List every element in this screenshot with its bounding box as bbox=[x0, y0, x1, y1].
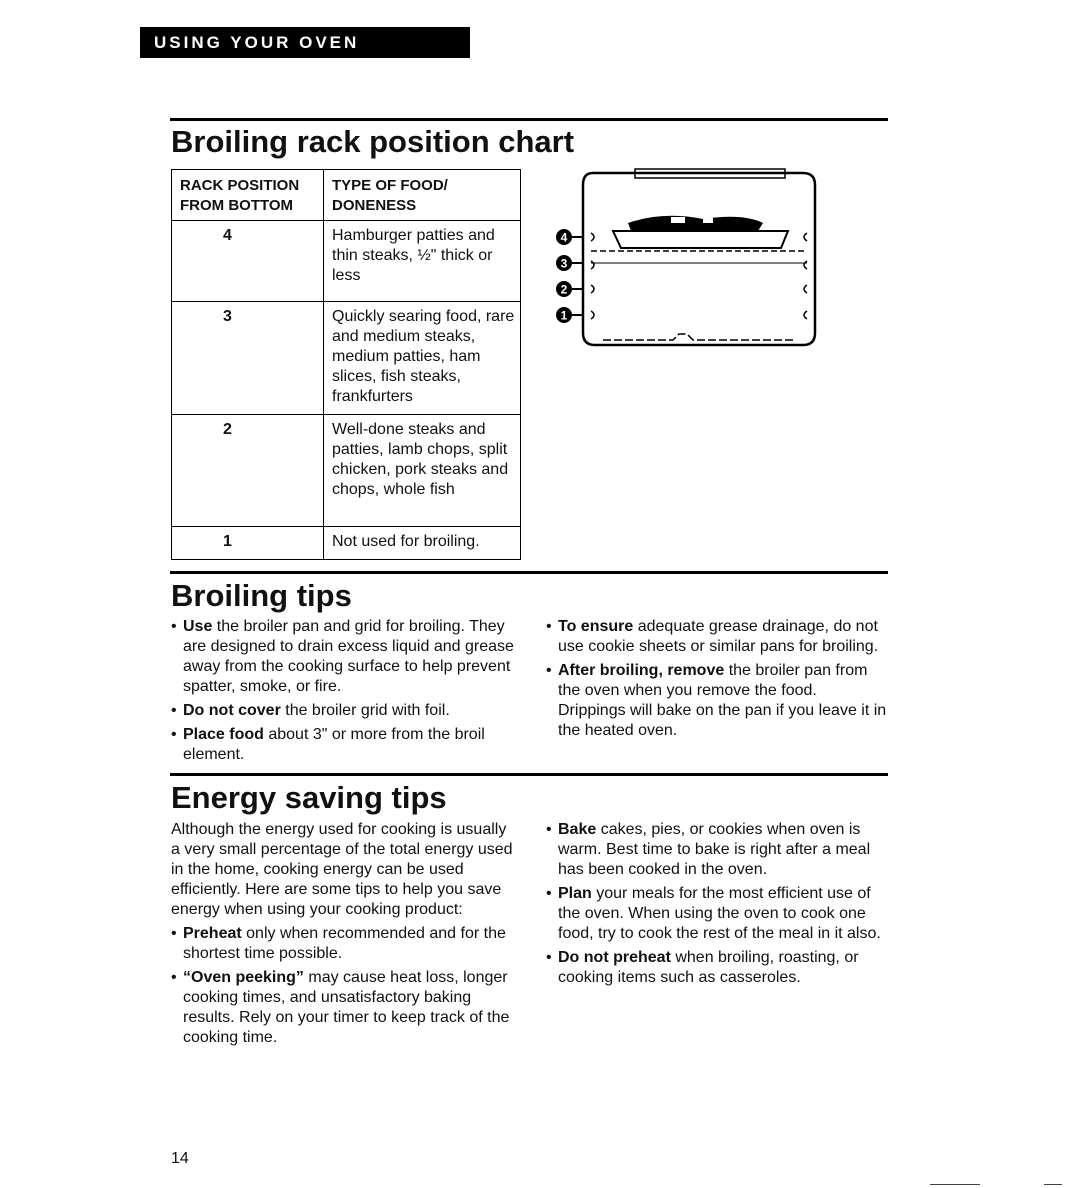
tip-text: the broiler grid with foil. bbox=[280, 702, 450, 719]
broiling-tips-right bbox=[546, 617, 888, 745]
tip-lead: To ensure bbox=[558, 618, 634, 635]
table-row bbox=[172, 527, 521, 560]
energy-tips-right bbox=[546, 820, 891, 992]
food-type-cell: Well-done steaks and patties, lamb chops, split chicken, pork steaks and chops, whole fish bbox=[324, 415, 521, 527]
bake-element bbox=[603, 334, 793, 340]
table-row bbox=[172, 221, 521, 302]
oven-rack-diagram bbox=[553, 163, 828, 353]
section-rule bbox=[170, 571, 888, 574]
rack-number-2 bbox=[556, 281, 582, 297]
tip-text: only when recommended and for the shortest time possible. bbox=[183, 925, 506, 962]
table-row bbox=[172, 415, 521, 527]
tip-text: your meals for the most efficient use of the oven. When using the oven to cook one food, try to cook the rest of the meal in it also. bbox=[558, 885, 881, 942]
list-item bbox=[171, 968, 516, 1048]
rack-position-cell: 2 bbox=[172, 415, 324, 527]
tip-text: about 3" or more from the broil element. bbox=[183, 726, 485, 763]
energy-tips-left bbox=[171, 820, 516, 1052]
svg-text:1: 1 bbox=[560, 308, 568, 323]
food-type-cell: Quickly searing food, rare and medium steaks, medium patties, ham slices, fish steaks, frankfurters bbox=[324, 302, 521, 415]
rack-position-table bbox=[171, 169, 521, 560]
list-item bbox=[171, 617, 519, 697]
food-type-cell: Hamburger patties and thin steaks, ½" thick or less bbox=[324, 221, 521, 302]
scan-mark bbox=[1044, 1184, 1062, 1185]
rack-number-3 bbox=[556, 255, 582, 271]
tip-text: adequate grease drainage, do not use cookie sheets or similar pans for broiling. bbox=[558, 618, 879, 655]
scan-mark bbox=[930, 1184, 980, 1185]
broiling-tips-left bbox=[171, 617, 519, 769]
tip-text: cakes, pies, or cookies when oven is warm. Best time to bake is right after a meal has been cooked in the oven. bbox=[558, 821, 871, 878]
svg-text:4: 4 bbox=[560, 230, 568, 245]
tip-text: when broiling, roasting, or cooking items such as casseroles. bbox=[558, 949, 859, 986]
tip-lead: Do not preheat bbox=[558, 949, 671, 966]
energy-intro: Although the energy used for cooking is usually a very small percentage of the total energy used in the home, cooking energy can be used efficiently. Here are some tips to help you save energy when using your cooking product: bbox=[171, 821, 513, 918]
tip-lead: Do not cover bbox=[183, 702, 281, 719]
energy-tips-title: Energy saving tips bbox=[171, 780, 447, 815]
list-item bbox=[546, 884, 891, 944]
food-type-header: TYPE OF FOOD/ DONENESS bbox=[324, 170, 521, 221]
table-row bbox=[172, 302, 521, 415]
list-item bbox=[171, 725, 519, 765]
tip-lead: Place food bbox=[183, 726, 264, 743]
tip-lead: Preheat bbox=[183, 925, 242, 942]
food-type-cell: Not used for broiling. bbox=[324, 527, 521, 560]
section-rule bbox=[170, 118, 888, 121]
section-rule bbox=[170, 773, 888, 776]
rack-chart-title: Broiling rack position chart bbox=[171, 124, 575, 159]
tip-lead: “Oven peeking” bbox=[183, 969, 304, 986]
broiling-tips-title: Broiling tips bbox=[171, 578, 352, 613]
list-item bbox=[171, 924, 516, 964]
tip-lead: Use bbox=[183, 618, 213, 635]
list-item bbox=[546, 617, 888, 657]
svg-text:3: 3 bbox=[560, 256, 568, 271]
tip-lead: Plan bbox=[558, 885, 592, 902]
list-item bbox=[546, 661, 888, 741]
broiler-pan bbox=[613, 216, 788, 248]
page-number: 14 bbox=[171, 1150, 189, 1167]
rack-position-cell: 4 bbox=[172, 221, 324, 302]
rack-number-1 bbox=[556, 307, 582, 323]
list-item bbox=[171, 701, 519, 721]
section-banner: USING YOUR OVEN bbox=[140, 27, 470, 58]
list-item bbox=[546, 820, 891, 880]
tip-text: may cause heat loss, longer cooking times, and unsatisfactory baking results. Rely on your timer to keep track of the cooking time. bbox=[183, 969, 510, 1046]
rack-position-header: RACK POSITION FROM BOTTOM bbox=[172, 170, 324, 221]
tip-text: the broiler pan from the oven when you remove the food. Drippings will bake on the pan if you leave it in the heated oven. bbox=[558, 662, 887, 739]
rack-position-cell: 1 bbox=[172, 527, 324, 560]
rack-position-cell: 3 bbox=[172, 302, 324, 415]
tip-lead: Bake bbox=[558, 821, 597, 838]
svg-text:2: 2 bbox=[560, 282, 568, 297]
oven-cavity-outline bbox=[583, 173, 815, 345]
tip-lead: After broiling, remove bbox=[558, 662, 725, 679]
list-item bbox=[546, 948, 891, 988]
tip-text: the broiler pan and grid for broiling. They are designed to drain excess liquid and grease away from the cooking surface to help prevent spatter, smoke, or fire. bbox=[183, 618, 514, 695]
rack-number-4 bbox=[556, 229, 582, 245]
